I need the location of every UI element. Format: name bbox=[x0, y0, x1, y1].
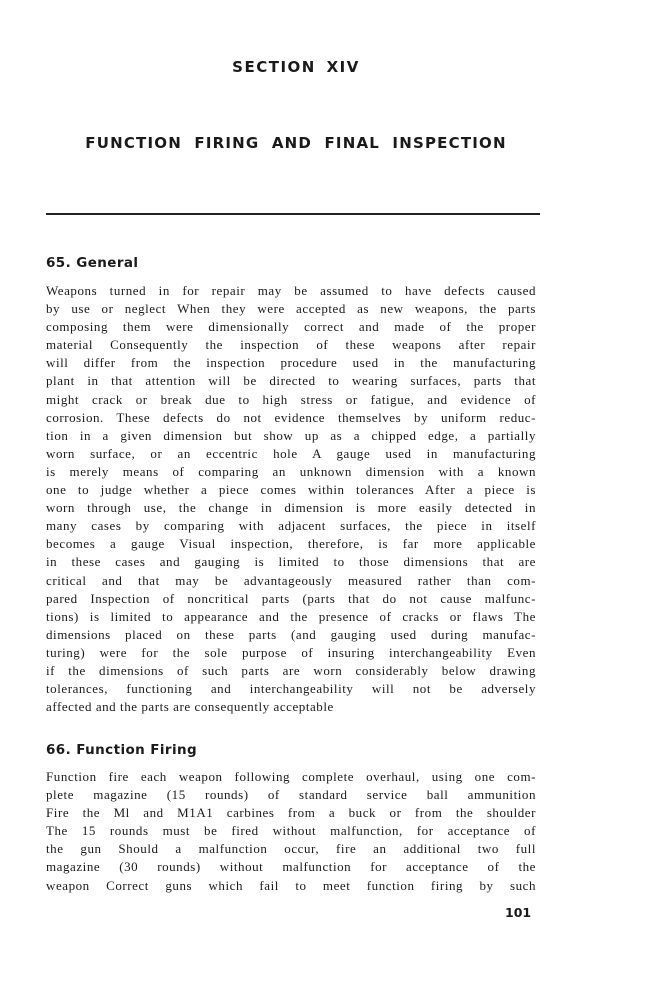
text-line: affected and the parts are consequently acceptable bbox=[46, 699, 334, 715]
text-line: tolerances, functioning and interchangeability will not be adversely bbox=[46, 681, 536, 697]
text-line: The 15 rounds must be fired without malfunction, for acceptance of bbox=[46, 823, 536, 839]
text-line: is merely means of comparing an unknown dimension with a known bbox=[46, 463, 536, 479]
text-line: plant in that attention will be directed to wearing surfaces, parts that bbox=[46, 373, 536, 389]
text-line: pared Inspection of noncritical parts (parts that do not cause malfunc- bbox=[46, 590, 536, 606]
section-title: FUNCTION FIRING AND FINAL INSPECTION bbox=[85, 134, 507, 152]
text-line: many cases by comparing with adjacent surfaces, the piece in itself bbox=[46, 518, 536, 534]
text-line: material Consequently the inspection of these weapons after repair bbox=[46, 337, 536, 353]
horizontal-rule bbox=[46, 213, 540, 215]
text-line: turing) were for the sole purpose of insuring interchangeability Even bbox=[46, 644, 536, 660]
text-line: if the dimensions of such parts are worn considerably below drawing bbox=[46, 662, 536, 678]
text-line: worn through use, the change in dimension is more easily detected in bbox=[46, 500, 536, 516]
heading-function-firing: 66. Function Firing bbox=[46, 742, 198, 758]
text-line: tion in a given dimension but show up as a chipped edge, a partially bbox=[46, 427, 536, 443]
text-line: plete magazine (15 rounds) of standard service ball ammunition bbox=[46, 787, 536, 803]
text-line: magazine (30 rounds) without malfunction for acceptance of the bbox=[46, 859, 536, 875]
text-line: composing them were dimensionally correct and made of the proper bbox=[46, 319, 536, 335]
text-line: by use or neglect When they were accepted as new weapons, the parts bbox=[46, 301, 536, 317]
text-line: corrosion. These defects do not evidence themselves by uniform reduc- bbox=[46, 409, 536, 425]
text-line: dimensions placed on these parts (and gauging used during manufac- bbox=[46, 626, 536, 642]
text-line: becomes a gauge Visual inspection, therefore, is far more applicable bbox=[46, 536, 536, 552]
text-line: might crack or break due to high stress or fatigue, and evidence of bbox=[46, 391, 536, 407]
text-line: critical and that may be advantageously measured rather than com- bbox=[46, 572, 536, 588]
heading-general: 65. General bbox=[46, 255, 139, 271]
text-line: one to judge whether a piece comes within tolerances After a piece is bbox=[46, 482, 536, 498]
paragraph-general bbox=[46, 282, 536, 716]
section-number: SECTION XIV bbox=[232, 58, 360, 76]
text-line: in these cases and gauging is limited to those dimensions that are bbox=[46, 554, 536, 570]
text-line: weapon Correct guns which fail to meet function firing by such bbox=[46, 877, 536, 893]
text-line: Fire the Ml and M1A1 carbines from a buck or from the shoulder bbox=[46, 805, 536, 821]
text-line: Function fire each weapon following complete overhaul, using one com- bbox=[46, 769, 536, 784]
text-line: Weapons turned in for repair may be assumed to have defects caused bbox=[46, 283, 536, 298]
text-line: tions) is limited to appearance and the presence of cracks or flaws The bbox=[46, 608, 536, 624]
text-line: worn surface, or an eccentric hole A gauge used in manufacturing bbox=[46, 445, 536, 461]
page-number: 101 bbox=[505, 905, 532, 920]
paragraph-function-firing bbox=[46, 768, 536, 895]
text-line: the gun Should a malfunction occur, fire an additional two full bbox=[46, 841, 536, 857]
text-line: will differ from the inspection procedure used in the manufacturing bbox=[46, 355, 536, 371]
